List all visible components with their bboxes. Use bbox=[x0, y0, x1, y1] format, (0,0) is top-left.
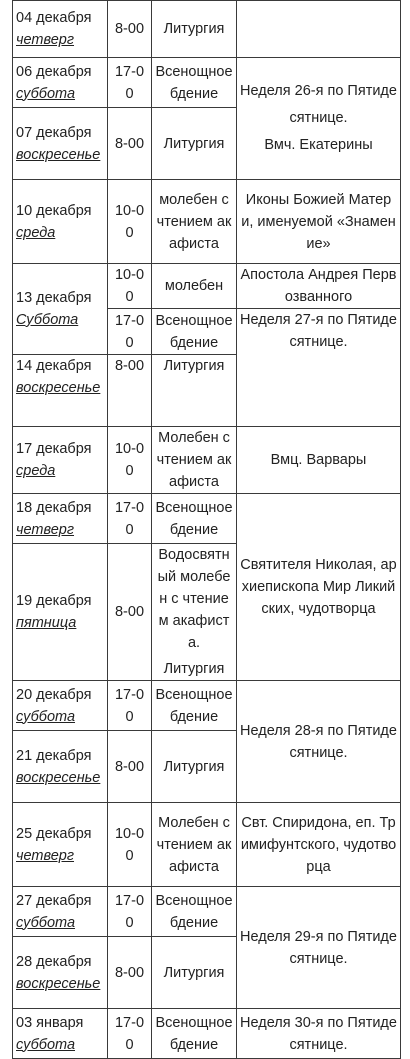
service-cell: Всенощное бдение bbox=[152, 681, 237, 731]
date-cell bbox=[13, 681, 108, 731]
weekday-link[interactable]: пятница bbox=[16, 615, 77, 631]
weekday-link[interactable]: воскресенье bbox=[16, 380, 101, 396]
time-cell: 17-00 bbox=[108, 309, 152, 355]
date-text: 27 декабря bbox=[16, 892, 92, 909]
feast-text: Неделя 27-я по Пятидесятнице. bbox=[240, 312, 397, 350]
feast-cell bbox=[237, 58, 401, 180]
weekday-link[interactable]: четверг bbox=[16, 847, 75, 864]
table-row bbox=[13, 494, 401, 544]
feast-cell bbox=[237, 309, 401, 427]
date-text: 04 декабря bbox=[16, 10, 92, 26]
date-cell bbox=[13, 731, 108, 803]
weekday-link[interactable]: суббота bbox=[16, 1036, 76, 1053]
time-cell: 17-00 bbox=[108, 1009, 152, 1059]
time-cell: 8-00 bbox=[108, 731, 152, 803]
service-cell: Всенощное бдение bbox=[152, 494, 237, 544]
weekday-link[interactable]: среда bbox=[16, 224, 56, 241]
service-cell: Всенощное бдение bbox=[152, 887, 237, 937]
service-cell: Литургия bbox=[152, 108, 237, 180]
service-cell bbox=[152, 544, 237, 681]
weekday-link[interactable]: четверг bbox=[16, 32, 75, 48]
weekday-link[interactable]: Суббота bbox=[16, 312, 79, 328]
time-cell: 8-00 bbox=[108, 1, 152, 58]
date-text: 19 декабря bbox=[16, 593, 92, 609]
table-row bbox=[13, 1009, 401, 1059]
schedule-table bbox=[12, 0, 401, 1059]
service-cell: Литургия bbox=[152, 355, 237, 427]
service-text-2: Литургия bbox=[163, 661, 225, 677]
date-text: 17 декабря bbox=[16, 441, 92, 457]
feast-text: Неделя 26-я по Пятидесятнице. Вмч. Екатерины bbox=[240, 83, 397, 153]
service-cell: Литургия bbox=[152, 731, 237, 803]
feast-cell: Святителя Николая, архиепископа Мир Ликийских, чудотворца bbox=[237, 494, 401, 681]
date-cell bbox=[13, 494, 108, 544]
date-text: 25 декабря bbox=[16, 825, 92, 842]
date-cell bbox=[13, 1, 108, 58]
service-cell: Всенощное бдение bbox=[152, 1009, 237, 1059]
weekday-link[interactable]: суббота bbox=[16, 708, 76, 725]
weekday-link[interactable]: суббота bbox=[16, 914, 76, 931]
weekday-link[interactable]: воскресенье bbox=[16, 146, 101, 163]
feast-cell: Неделя 28-я по Пятидесятнице. bbox=[237, 681, 401, 803]
weekday-link[interactable]: суббота bbox=[16, 85, 76, 102]
date-cell bbox=[13, 427, 108, 494]
date-cell bbox=[13, 355, 108, 427]
time-cell: 8-00 bbox=[108, 937, 152, 1009]
feast-cell: Вмц. Варвары bbox=[237, 427, 401, 494]
time-cell: 17-00 bbox=[108, 494, 152, 544]
service-text: Водосвятный молебен с чтением акафиста. bbox=[157, 547, 231, 651]
time-cell: 10-00 bbox=[108, 427, 152, 494]
weekday-link[interactable]: среда bbox=[16, 463, 56, 479]
date-cell bbox=[13, 887, 108, 937]
feast-cell: Иконы Божией Матери, именуемой «Знамение» bbox=[237, 180, 401, 264]
service-cell: Литургия bbox=[152, 1, 237, 58]
table-row bbox=[13, 1, 401, 58]
date-cell bbox=[13, 1009, 108, 1059]
service-cell: Литургия bbox=[152, 937, 237, 1009]
date-text: 28 декабря bbox=[16, 953, 92, 970]
table-row bbox=[13, 803, 401, 887]
table-row bbox=[13, 681, 401, 731]
table-row bbox=[13, 887, 401, 937]
feast-cell: Неделя 30-я по Пятидесятнице. bbox=[237, 1009, 401, 1059]
date-cell bbox=[13, 108, 108, 180]
time-cell: 17-00 bbox=[108, 887, 152, 937]
date-text: 03 января bbox=[16, 1014, 84, 1031]
weekday-link[interactable]: воскресенье bbox=[16, 975, 101, 992]
date-text: 18 декабря bbox=[16, 499, 92, 516]
time-cell: 8-00 bbox=[108, 355, 152, 427]
service-cell: молебен bbox=[152, 264, 237, 309]
date-text: 14 декабря bbox=[16, 358, 92, 374]
date-text: 10 декабря bbox=[16, 202, 92, 219]
time-cell: 10-00 bbox=[108, 180, 152, 264]
feast-cell bbox=[237, 1, 401, 58]
date-cell bbox=[13, 58, 108, 108]
date-cell bbox=[13, 803, 108, 887]
time-cell: 17-00 bbox=[108, 681, 152, 731]
service-cell: молебен с чтением акафиста bbox=[152, 180, 237, 264]
service-cell: Молебен с чтением акафиста bbox=[152, 803, 237, 887]
time-cell: 17-00 bbox=[108, 58, 152, 108]
time-cell: 10-00 bbox=[108, 803, 152, 887]
date-text: 13 декабря bbox=[16, 290, 92, 306]
service-cell: Всенощное бдение bbox=[152, 58, 237, 108]
weekday-link[interactable]: воскресенье bbox=[16, 769, 101, 786]
date-cell bbox=[13, 937, 108, 1009]
date-text: 20 декабря bbox=[16, 686, 92, 703]
date-text: 21 декабря bbox=[16, 747, 92, 764]
weekday-link[interactable]: четверг bbox=[16, 521, 75, 538]
date-text: 06 декабря bbox=[16, 63, 92, 80]
date-cell bbox=[13, 544, 108, 681]
time-cell: 8-00 bbox=[108, 544, 152, 681]
table-row bbox=[13, 58, 401, 108]
table-row bbox=[13, 264, 401, 309]
date-text: 07 декабря bbox=[16, 124, 92, 141]
feast-cell: Неделя 29-я по Пятидесятнице. bbox=[237, 887, 401, 1009]
service-cell: Всенощное бдение bbox=[152, 309, 237, 355]
service-cell: Молебен с чтением акафиста bbox=[152, 427, 237, 494]
feast-cell: Свт. Спиридона, еп. Тримифунтского, чудотворца bbox=[237, 803, 401, 887]
feast-cell: Апостола Андрея Первозванного bbox=[237, 264, 401, 309]
time-cell: 8-00 bbox=[108, 108, 152, 180]
table-row bbox=[13, 180, 401, 264]
date-cell bbox=[13, 180, 108, 264]
date-cell bbox=[13, 264, 108, 355]
table-row bbox=[13, 427, 401, 494]
time-cell: 10-00 bbox=[108, 264, 152, 309]
